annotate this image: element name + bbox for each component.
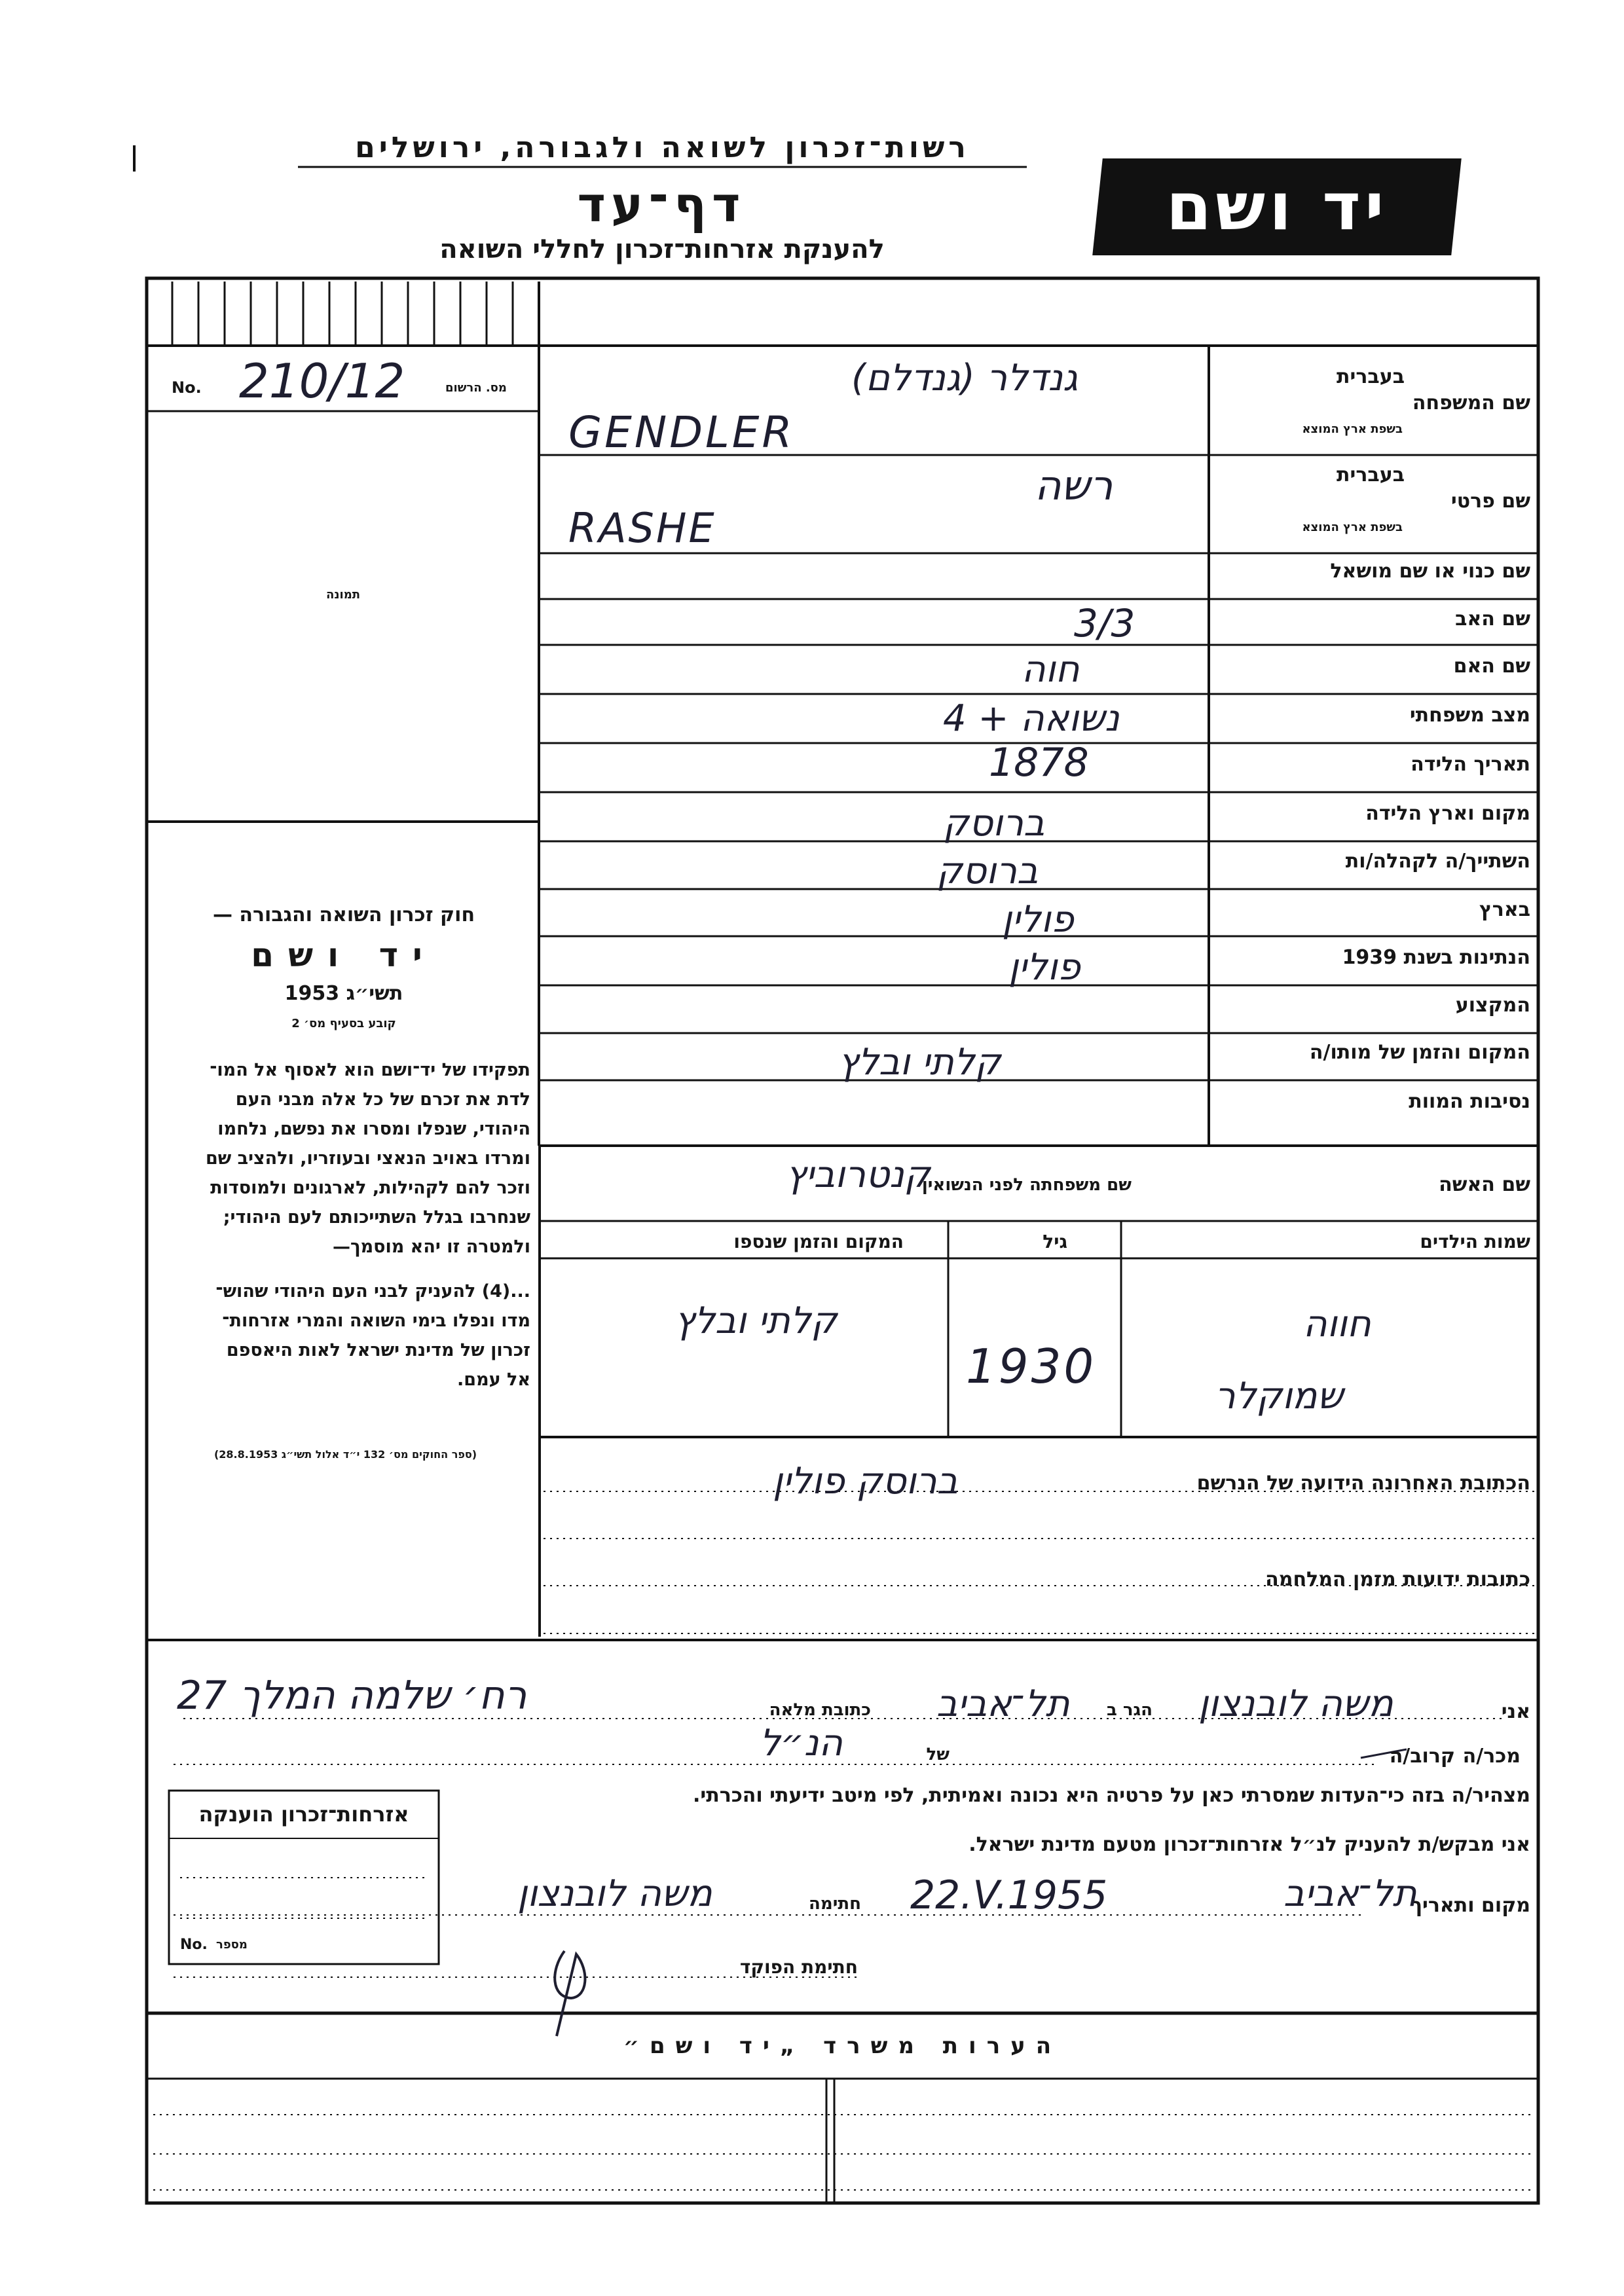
birth-date-value: 1878 xyxy=(989,740,1089,786)
last-address-label: הכתובת האחרונה הידועה של הנרשם xyxy=(1196,1472,1530,1495)
family-name-latin-value: GENDLER xyxy=(568,407,795,458)
authority-line: רשות־זכרון לשואה ולגבורה, ירושלים xyxy=(355,131,970,164)
law-clause: קובע בסעיף מס׳ 2 xyxy=(291,1017,396,1030)
declaration-text: מצהיר/ה בזה כי־העדות שמסרתי כאן על פרטיה היא נכונה ואמיתית, לפי מיטב ידיעתי והכרתי. xyxy=(693,1784,1530,1807)
family-name-hebrew-value: גנדלר (גנדלם) xyxy=(851,357,1079,399)
photo-label: תמונה xyxy=(326,588,361,602)
community-value: ברוסק xyxy=(936,850,1039,892)
marital-status-label: מצב משפחתי xyxy=(1409,704,1530,727)
death-place-label: המקום והזמן של מותו/ה xyxy=(1309,1041,1530,1064)
birth-place-value: ברוסק xyxy=(943,802,1045,845)
registration-number-value: 210/12 xyxy=(239,354,405,409)
relation-struck-label: מכר/ה xyxy=(1462,1745,1521,1768)
request-text: אני מבקש/ת להעניק לנ״ל אזרחות־זכרון מטעם מדינת ישראל. xyxy=(969,1833,1530,1856)
given-name-hebrew-value: רשה xyxy=(1035,462,1113,509)
citizenship-label: הנתינות בשנת 1939 xyxy=(1342,946,1530,969)
death-cause-label: נסיבות המוות xyxy=(1409,1090,1530,1113)
law-line: מדו ונפלו בימי השואה והמרי אזרחות־ xyxy=(222,1311,530,1331)
wife-name-label: שם האשה xyxy=(1439,1173,1530,1196)
citizenship-number-label: מספר xyxy=(216,1938,248,1952)
hebrew-label-given: בעברית xyxy=(1337,464,1405,486)
children-age-header: גיל xyxy=(1043,1231,1067,1252)
law-line: זכרון של מדינת ישראל לאות היאספם xyxy=(226,1340,530,1360)
wartime-addresses-label: כתובות ידועות מזמן המלחמה xyxy=(1265,1568,1530,1591)
maiden-name-label: שם משפחתה לפני הנשואין xyxy=(921,1175,1132,1195)
signature-label: חתימה xyxy=(809,1894,861,1914)
law-year: תשי״ג 1953 xyxy=(284,982,403,1005)
citizenship-granted-title: אזרחות־זכרון הוענקה xyxy=(198,1802,409,1827)
child-name: חווה xyxy=(1303,1303,1371,1345)
registration-no-label: No. xyxy=(172,378,202,397)
form-title: דף־עד xyxy=(577,177,746,233)
of-value: הנ״ל xyxy=(760,1722,843,1764)
law-org: יד ושם xyxy=(251,936,437,974)
of-label: של xyxy=(926,1745,950,1764)
country-label: בארץ xyxy=(1479,898,1530,921)
office-notes-title: הערות משרד „יד ושם״ xyxy=(623,2033,1062,2059)
law-source: (ספר החוקים מס׳ 132 י״ד אלול תשי״ג 28.8.1953) xyxy=(213,1448,477,1461)
date-value: 22.V.1955 xyxy=(910,1872,1108,1918)
child-place: קלתי ובלץ xyxy=(674,1300,838,1342)
hebrew-label-family: בעברית xyxy=(1337,365,1405,388)
yad-vashem-logo xyxy=(1092,158,1462,255)
form-subtitle: להענקת אזרחות־זכרון לחללי השואה xyxy=(439,234,885,264)
last-address-value: ברוסק פולין xyxy=(773,1460,958,1503)
law-line: ...(4) להעניק לבני העם היהודי שהוש־ xyxy=(215,1281,530,1302)
birth-date-label: תאריך הלידה xyxy=(1411,753,1530,776)
nickname-label: שם כנוי או שם מושאל xyxy=(1330,560,1530,583)
given-name-latin-value: RASHE xyxy=(568,504,716,552)
law-line: לדת את זכרם של כל אלה מבני העם xyxy=(235,1089,530,1110)
place-value: תל־אביב xyxy=(1283,1872,1417,1915)
law-line: וזכר להם לקהילות, לארגונים ולמוסדות xyxy=(210,1178,530,1198)
citizenship-value: פולין xyxy=(1008,946,1080,989)
community-label: השתייך/ה לקהלה/ות xyxy=(1345,850,1530,873)
officer-signature-label: חתימת הפוקד xyxy=(739,1956,858,1978)
law-line: ולמטרה זו יהא מוסמך— xyxy=(332,1237,530,1257)
law-paragraph-1 xyxy=(157,1055,530,1262)
mother-name-value: חוה xyxy=(1022,648,1080,691)
father-name-label: שם האב xyxy=(1455,608,1530,630)
witness-address-label: כתובת מלאה xyxy=(769,1700,871,1720)
law-paragraph-2 xyxy=(157,1277,530,1394)
profession-label: המקצוע xyxy=(1455,994,1530,1017)
children-place-header: המקום והזמן שנספו xyxy=(733,1231,904,1252)
maiden-name-value: קנטרוביץ xyxy=(786,1154,931,1196)
law-title: חוק זכרון השואה והגבורה — xyxy=(212,903,475,926)
mother-name-label: שם האם xyxy=(1453,655,1530,678)
law-line: היהודי, שנפלו ומסרו את נפשם, נלחמו xyxy=(217,1119,530,1139)
law-line: אל עמם. xyxy=(457,1370,530,1390)
witness-i-label: אני xyxy=(1501,1700,1530,1723)
marital-status-value: נשואה + 4 xyxy=(943,697,1120,740)
witness-name-value: משה לובנצון xyxy=(1198,1683,1393,1725)
witness-city-value: תל־אביב xyxy=(936,1683,1070,1725)
children-names-header: שמות הילדים xyxy=(1420,1231,1530,1252)
father-name-value: 3/3 xyxy=(1074,601,1135,646)
country-value: פולין xyxy=(1002,898,1074,941)
origin-lang-label-family: בשפת ארץ המוצא xyxy=(1302,422,1403,436)
child-age: 1930 xyxy=(966,1339,1097,1394)
family-name-label: שם המשפחה xyxy=(1412,392,1530,414)
birth-place-label: מקום וארץ הלידה xyxy=(1365,802,1530,825)
place-date-label: מקום ותאריך xyxy=(1411,1894,1530,1917)
logo-text: יד ושם xyxy=(1166,168,1388,245)
law-line: ומרדו באויב הנאצי ובעוזריו, ולהציב שם xyxy=(205,1148,530,1169)
child-name: שמוקלר xyxy=(1215,1375,1344,1417)
given-name-label: שם פרטי xyxy=(1450,490,1530,513)
death-place-value: קלתי ובלץ xyxy=(838,1041,1001,1084)
relation-label: קרוב/ה xyxy=(1389,1745,1455,1768)
law-line: שנחרבו בגלל השתייכותם לעם היהודי; xyxy=(223,1207,530,1228)
law-line: תפקידו של יד־ושם הוא לאסוף אל המו־ xyxy=(210,1060,530,1080)
origin-lang-label-given: בשפת ארץ המוצא xyxy=(1302,520,1403,534)
citizenship-no-label: No. xyxy=(180,1937,208,1953)
registration-number-label: מס. הרשום xyxy=(445,381,507,395)
witness-resides-label: הגר ב xyxy=(1106,1700,1153,1720)
witness-signature: משה לובנצון xyxy=(517,1872,712,1915)
witness-address-value: רח׳ שלמה המלך 27 xyxy=(177,1673,527,1719)
